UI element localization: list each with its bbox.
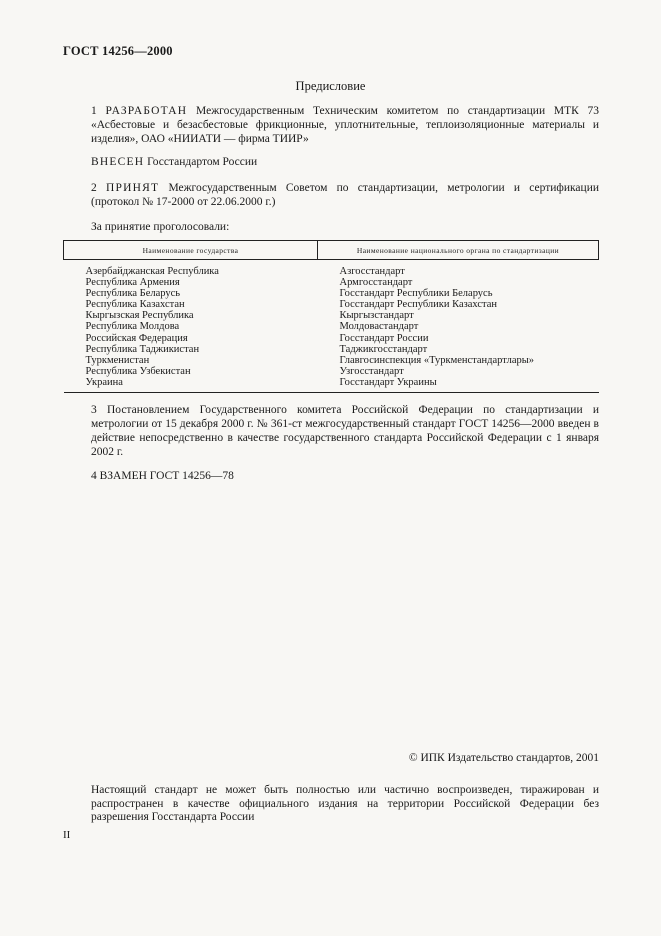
standards-body-name: Госстандарт России [339,332,429,344]
item-number-1: 1 [91,105,97,117]
state-name: Республика Армения [85,277,180,289]
standards-body-name: Азгосстандарт [339,266,405,277]
state-name: Украина [85,376,123,388]
state-name: Туркменистан [85,354,150,366]
state-name: Республика Казахстан [85,299,185,311]
document-id: ГОСТ 14256—2000 [63,44,173,58]
state-name: Азербайджанская Республика [85,266,219,277]
states-column [64,260,318,393]
standards-body-name: Молдовастандарт [339,321,419,333]
voted-label: За принятие проголосовали: [91,221,230,233]
page-title: Предисловие [295,79,366,93]
paragraph-resolution: 3 Постановлением Государственного комитета Российской Федерации по стандартизации и метрологии от 15 декабря 2000 г. № 361-ст межгосударственный стандарт ГОСТ 14256—2000 введен в действие непосредственно в качестве государственного стандарта Российской Федерации с 1 января 2002 г. [91,404,599,458]
copyright-notice: © ИПК Издательство стандартов, 2001 [408,752,599,764]
standards-body-name: Главгосинспекция «Туркменстандартлары» [339,354,535,366]
state-name: Республика Беларусь [85,288,181,300]
paragraph-replaces: 4 ВЗАМЕН ГОСТ 14256—78 [91,470,234,482]
voting-table [63,240,599,393]
state-name: Республика Узбекистан [85,365,191,377]
standards-body-name: Госстандарт Республики Беларусь [339,288,493,300]
introduced-text: Госстандартом России [147,156,258,168]
item-number-2: 2 [91,182,97,194]
state-name: Российская Федерация [85,332,188,344]
standards-body-name: Армгосстандарт [339,277,413,289]
column-header-body: Наименование национального органа по стандартизации [318,241,599,260]
reproduction-notice: Настоящий стандарт не может быть полностью или частично воспроизведен, тиражирован и распространен в качестве официального издания на территории Российской Федерации без разрешения Госстандарта России [91,784,599,823]
state-name: Республика Молдова [85,321,180,333]
bodies-column [318,260,599,393]
adopted-keyword: ПРИНЯТ [105,182,160,194]
developed-keyword: РАЗРАБОТАН [105,105,188,117]
standards-body-name: Кыргызстандарт [339,310,414,322]
standards-body-name: Узгосстандарт [339,365,404,377]
column-header-state: Наименование государства [64,241,318,260]
adopted-text: Межгосударственным Советом по стандартизации, метрологии и сертификации (протокол № 17-2000 от 22.06.2000 г.) [91,182,600,208]
standards-body-name: Таджикгосстандарт [339,343,428,355]
paragraph-adopted [63,181,599,209]
page-number: II [63,829,71,841]
standards-body-name: Госстандарт Украины [339,376,437,388]
developed-text: Межгосударственным Техническим комитетом по стандартизации МТК 73 «Асбестовые и безасбестовые фрикционные, уплотнительные, теплоизоляционные материалы и изделия», ОАО «НИИАТИ — фирма ТИИР» [91,105,599,145]
standards-body-name: Госстандарт Республики Казахстан [339,299,498,311]
paragraph-introduced [63,155,599,169]
introduced-keyword: ВНЕСЕН [91,156,145,168]
state-name: Кыргызская Республика [85,310,194,322]
state-name: Республика Таджикистан [85,343,200,355]
paragraph-developed [63,104,599,146]
